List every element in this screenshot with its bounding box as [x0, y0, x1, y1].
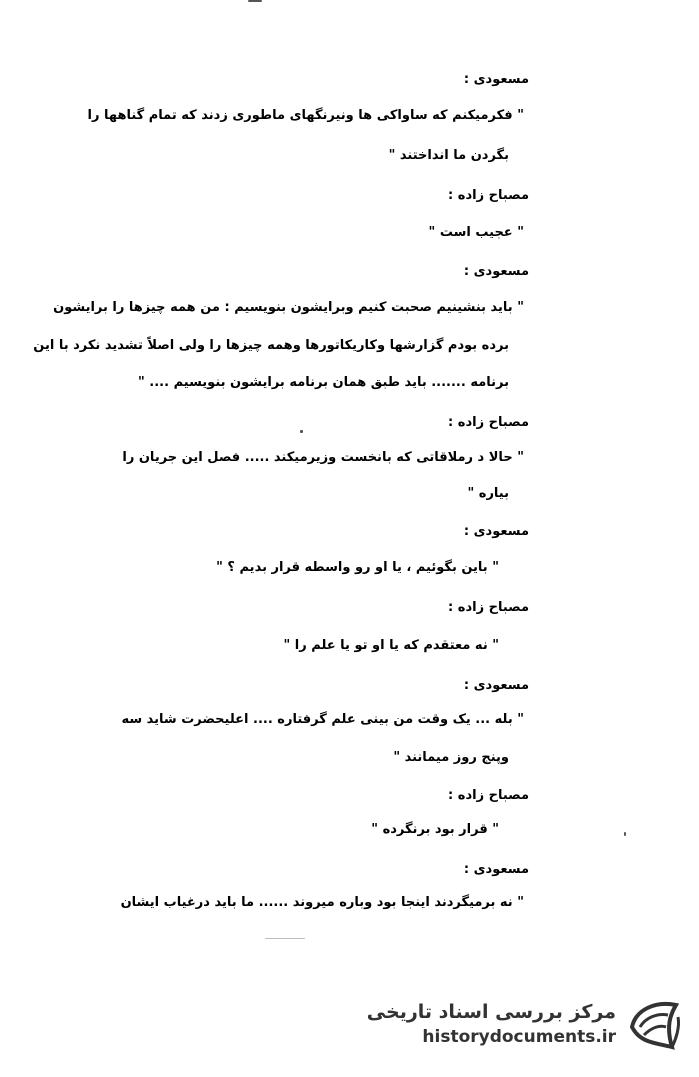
- logo-url: historydocuments.ir: [422, 1027, 616, 1047]
- dialogue-line: وپنج روز میمانند ": [393, 750, 509, 765]
- logo-title: مرکز بررسی اسناد تاریخی: [366, 1001, 616, 1023]
- dialogue-line: " عجیب است ": [428, 225, 524, 240]
- dialogue-line: برده بودم گزارشها وکاریکاتورها وهمه چیزها را ولی اصلاً تشدید نکرد با این: [33, 338, 509, 353]
- speaker-label: مسعودی :: [463, 264, 529, 279]
- speaker-label: مصباح زاده :: [448, 415, 529, 430]
- speaker-label: مسعودی :: [463, 72, 529, 87]
- scan-speck: [300, 430, 303, 433]
- speaker-label: مسعودی :: [463, 524, 529, 539]
- dialogue-line: " قرار بود برنگرده ": [371, 822, 499, 837]
- speaker-label: مصباح زاده :: [448, 600, 529, 615]
- dialogue-line: " نه برمیگردند اینجا بود وباره میروند ...... ما باید درغیاب ایشان: [120, 895, 524, 910]
- dialogue-line: بیاره ": [467, 486, 509, 501]
- dialogue-line: برنامه ....... باید طبق همان برنامه برایشون بنویسیم .... ": [137, 375, 509, 390]
- speaker-label: مصباح زاده :: [448, 788, 529, 803]
- dialogue-line: " فکرمیکنم که ساواکی ها ونیرنگهای ماطوری زدند که تمام گناهها را: [87, 108, 524, 123]
- speaker-label: مسعودی :: [463, 862, 529, 877]
- scan-speck: [265, 938, 305, 939]
- dialogue-line: بگردن ما انداختند ": [388, 148, 509, 163]
- scan-speck: [624, 832, 626, 836]
- dialogue-line: " بله ... یک وقت من بینی علم گرفتاره .... اعلیحضرت شاید سه: [121, 712, 524, 727]
- archive-logo: [366, 997, 684, 1055]
- dialogue-line: " باین بگوئیم ، یا او رو واسطه قرار بدیم ؟ ": [216, 560, 499, 575]
- dialogue-line: " باید بنشینیم صحبت کنیم وبرایشون بنویسیم : من همه چیزها را برایشون: [53, 300, 524, 315]
- speaker-label: مسعودی :: [463, 678, 529, 693]
- feather-book-icon: [626, 997, 684, 1055]
- dialogue-line: " نه معتقدم که یا او تو یا علم را ": [283, 638, 499, 653]
- scan-speck: [248, 0, 262, 2]
- speaker-label: مصباح زاده :: [448, 188, 529, 203]
- dialogue-line: " حالا د رملاقاتی که بانخست وزیرمیکند ..... فصل این جریان را: [122, 450, 524, 465]
